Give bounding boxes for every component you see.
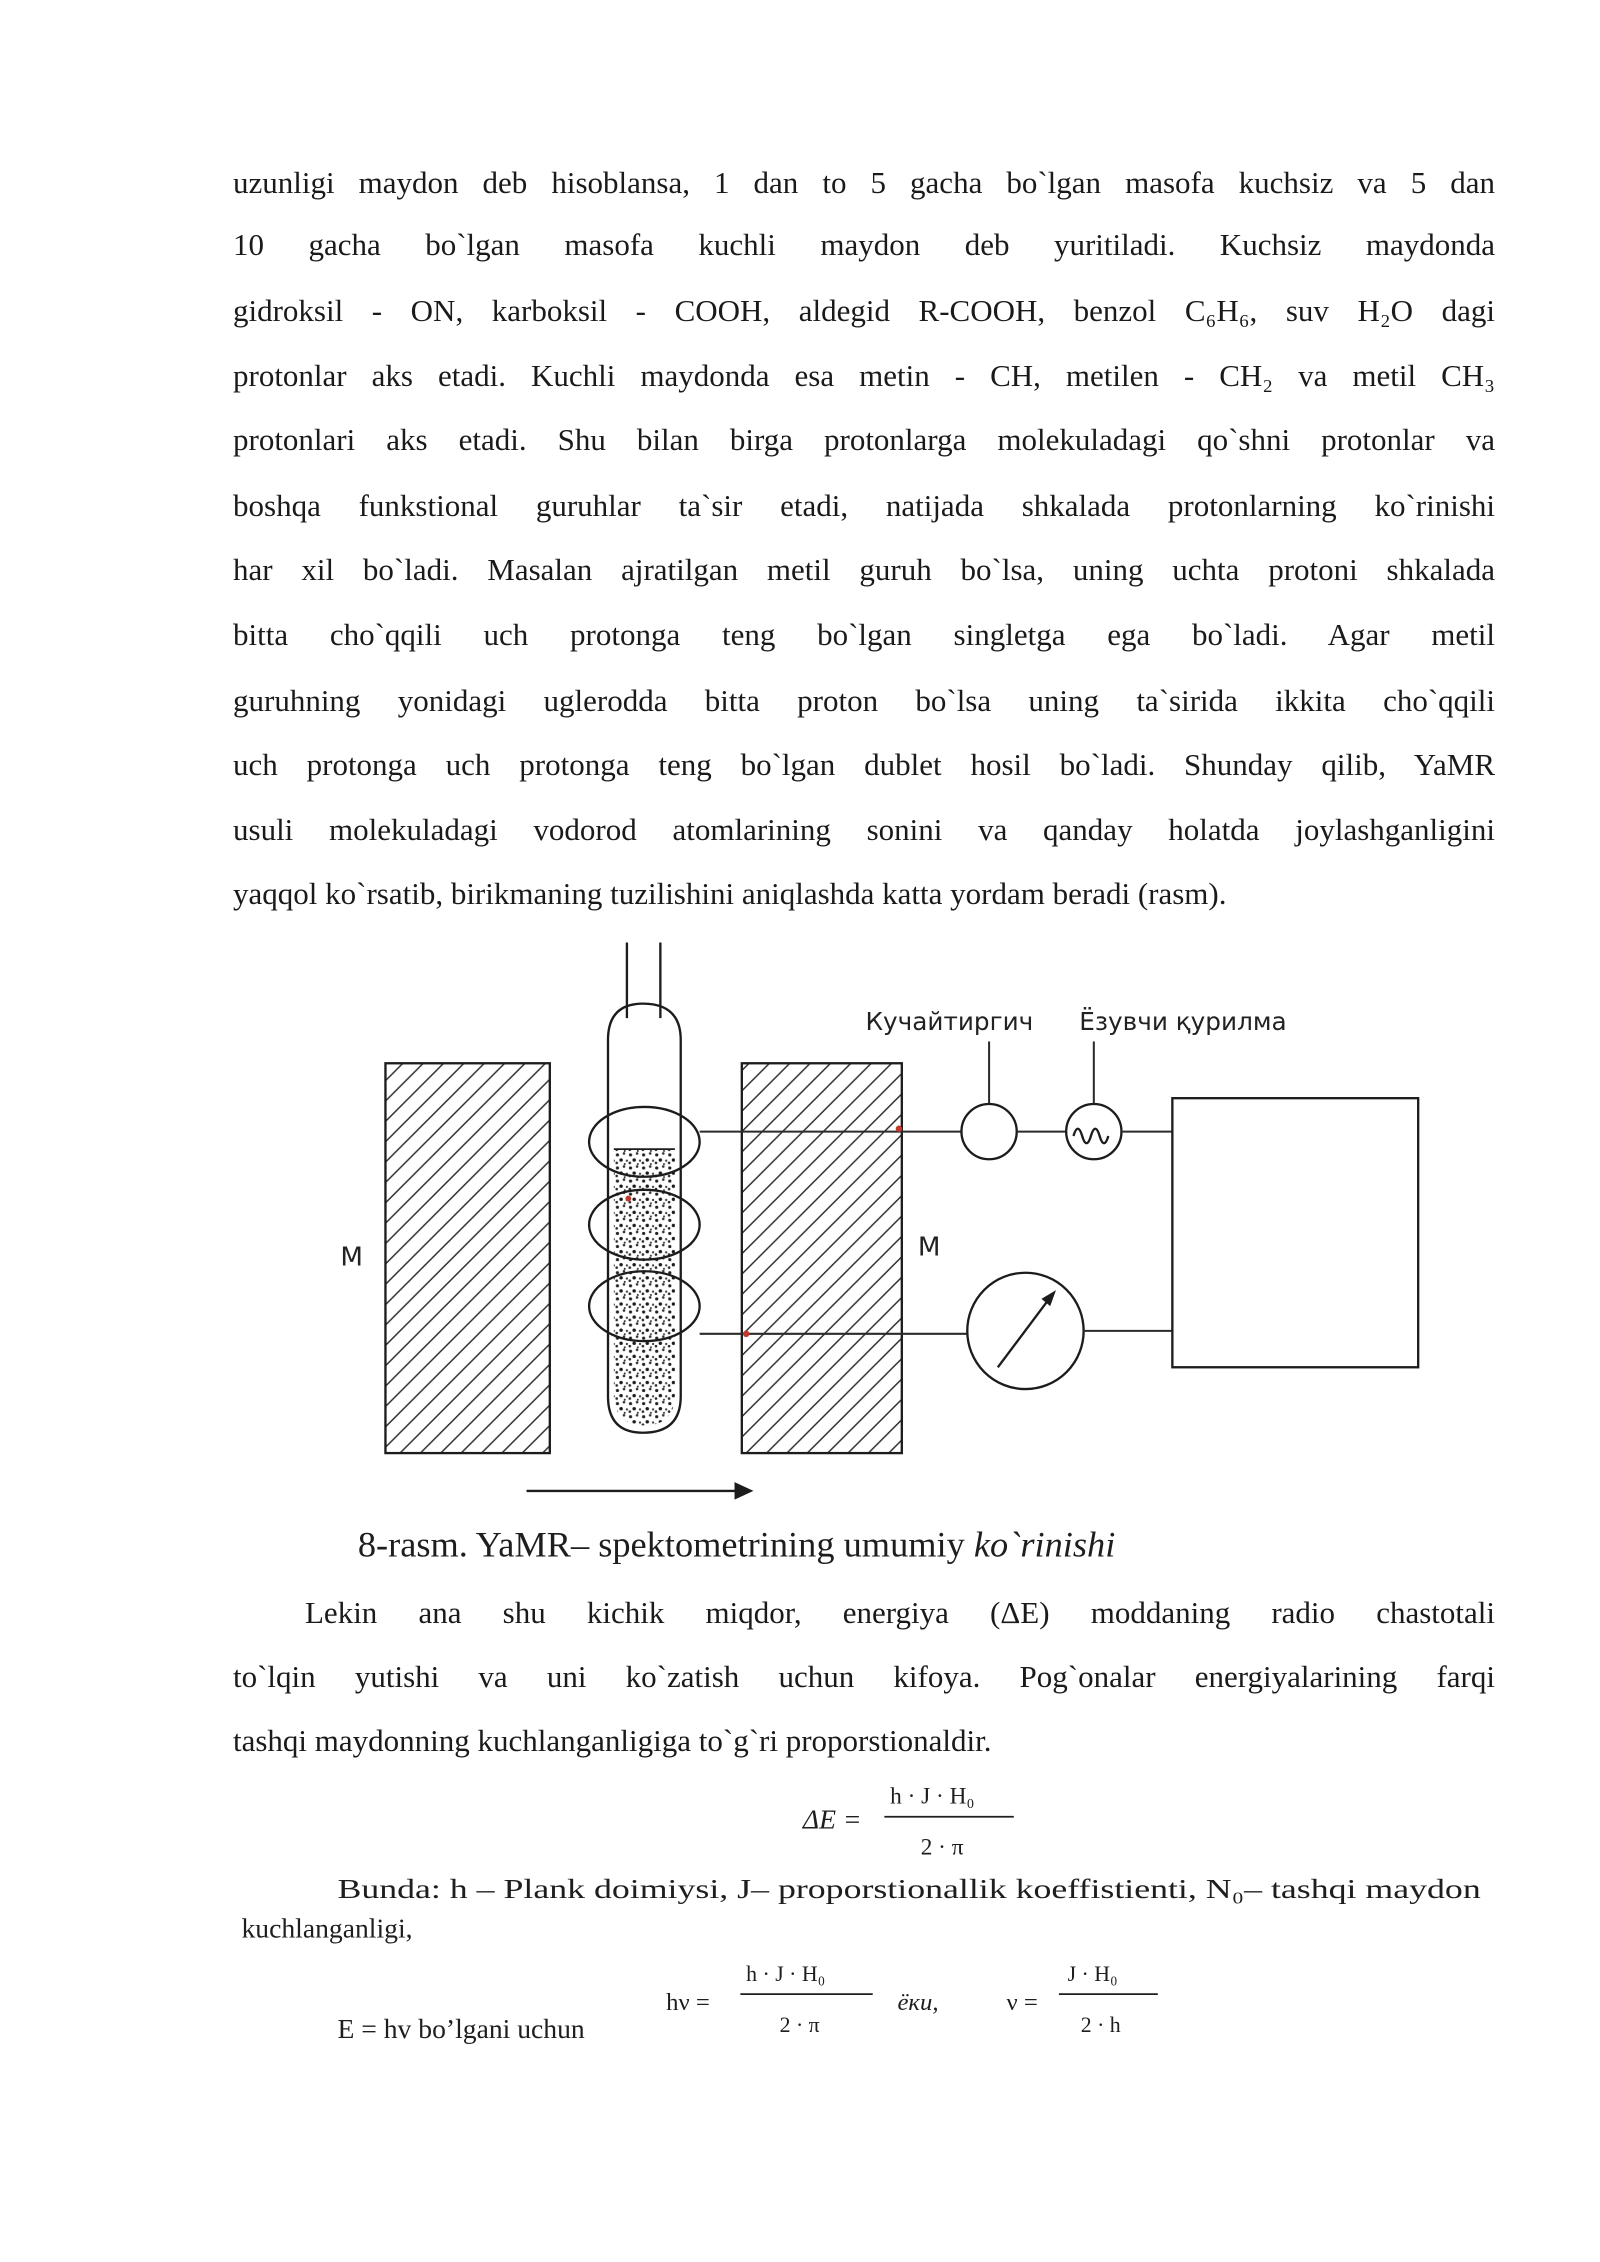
text-line: gidroksil - ON, karboksil - COOH, aldegid R-COOH, benzol C₆H₆, suv H₂O dagi (233, 293, 1495, 328)
formula-lhs-b: ν = (1006, 1989, 1038, 2017)
note-line-1: Bunda: h – Plank doimiysi, J– proporstionallik koeffistienti, N₀– tashqi maydon (337, 1873, 1481, 1905)
figure-caption: 8-rasm. YaMR– spektometrining umumiy ko`rinishi (357, 1524, 1116, 1565)
magnet-right-label: M (917, 1232, 941, 1263)
magnet-left-label: M (340, 1242, 363, 1273)
formula-numerator-b: J · H₀ (1067, 1962, 1118, 1987)
note-line-2: kuchlanganligi, (241, 1912, 413, 1944)
amplifier-label: Кучайтиргич (865, 1006, 1034, 1036)
text-line: 10 gacha bo`lgan masofa kuchli maydon deb yuritiladi. Kuchsiz maydonda (233, 227, 1495, 262)
text-line: bitta cho`qqili uch protonga teng bo`lgan singletga ega bo`ladi. Agar metil (233, 617, 1495, 652)
meter-arrow (998, 1297, 1050, 1367)
text-line: yaqqol ko`rsatib, birikmaning tuzilishini aniqlashda katta yordam beradi (rasm). (233, 876, 1227, 911)
output-unit (1172, 1098, 1418, 1367)
text-line: protonlar aks etadi. Kuchli maydonda esa metin - CH, metilen - CH₂ va metil CH₃ (233, 358, 1495, 393)
sample-tube (608, 943, 681, 1433)
formula-or-word: ёки, (897, 1989, 939, 2017)
text-line: usuli molekuladagi vodorod atomlarining sonini va qanday holatda joylashganligini (233, 812, 1495, 847)
text-line: guruhning yonidagi uglerodda bitta proton bo`lsa uning ta`sirida ikkita cho`qqili (233, 683, 1495, 718)
formula-denominator-b: 2 · h (1080, 2013, 1121, 2037)
magnet-left (385, 1063, 549, 1453)
formula-lhs-a: hν = (666, 1989, 710, 2017)
formula-denominator: 2 · π (920, 1834, 964, 1861)
formula-lhs: ΔE = (802, 1803, 862, 1835)
wave-icon (1073, 1129, 1108, 1144)
formula-denominator-a: 2 · π (779, 2013, 820, 2037)
formula-numerator-a: h · J · H₀ (746, 1962, 826, 1987)
text-line: protonlari aks etadi. Shu bilan birga protonlarga molekuladagi qo`shni protonlar va (233, 422, 1495, 457)
field-direction-arrow-head (735, 1482, 754, 1499)
formula-delta-e (802, 1784, 1014, 1861)
magnet-right (742, 1063, 902, 1453)
marker-dot (743, 1331, 749, 1337)
formula-numerator: h · J · H₀ (890, 1783, 975, 1810)
meter-arrow-head (1041, 1290, 1056, 1306)
recorder-label: Ёзувчи қурилма (1079, 1006, 1287, 1036)
text-line: har xil bo`ladi. Masalan ajratilgan metil guruh bo`lsa, uning uchta protoni shkalada (233, 552, 1495, 587)
formula-energy-frequency (337, 1962, 1157, 2044)
text-line: to`lqin yutishi va uni ko`zatish uchun kifoya. Pog`onalar energiyalarining farqi (233, 1659, 1495, 1694)
amplifier-symbol (961, 1104, 1016, 1159)
text-line: uch protonga uch protonga teng bo`lgan dublet hosil bo`ladi. Shunday qilib, YaMR (233, 747, 1495, 782)
marker-dot (896, 1126, 902, 1132)
text-line: Lekin ana shu kichik miqdor, energiya (ΔE) moddaning radio chastotali (305, 1595, 1495, 1630)
formula-prefix: E = hv bo’lgani uchun (337, 2012, 585, 2044)
text-line: boshqa funkstional guruhlar ta`sir etadi, natijada shkalada protonlarning ko`rinishi (233, 488, 1495, 523)
text-line: tashqi maydonning kuchlanganligiga to`g`ri proporstionaldir. (233, 1723, 992, 1758)
marker-dot (625, 1196, 631, 1202)
text-line: uzunligi maydon deb hisoblansa, 1 dan to 5 gacha bo`lgan masofa kuchsiz va 5 dan (233, 165, 1495, 200)
